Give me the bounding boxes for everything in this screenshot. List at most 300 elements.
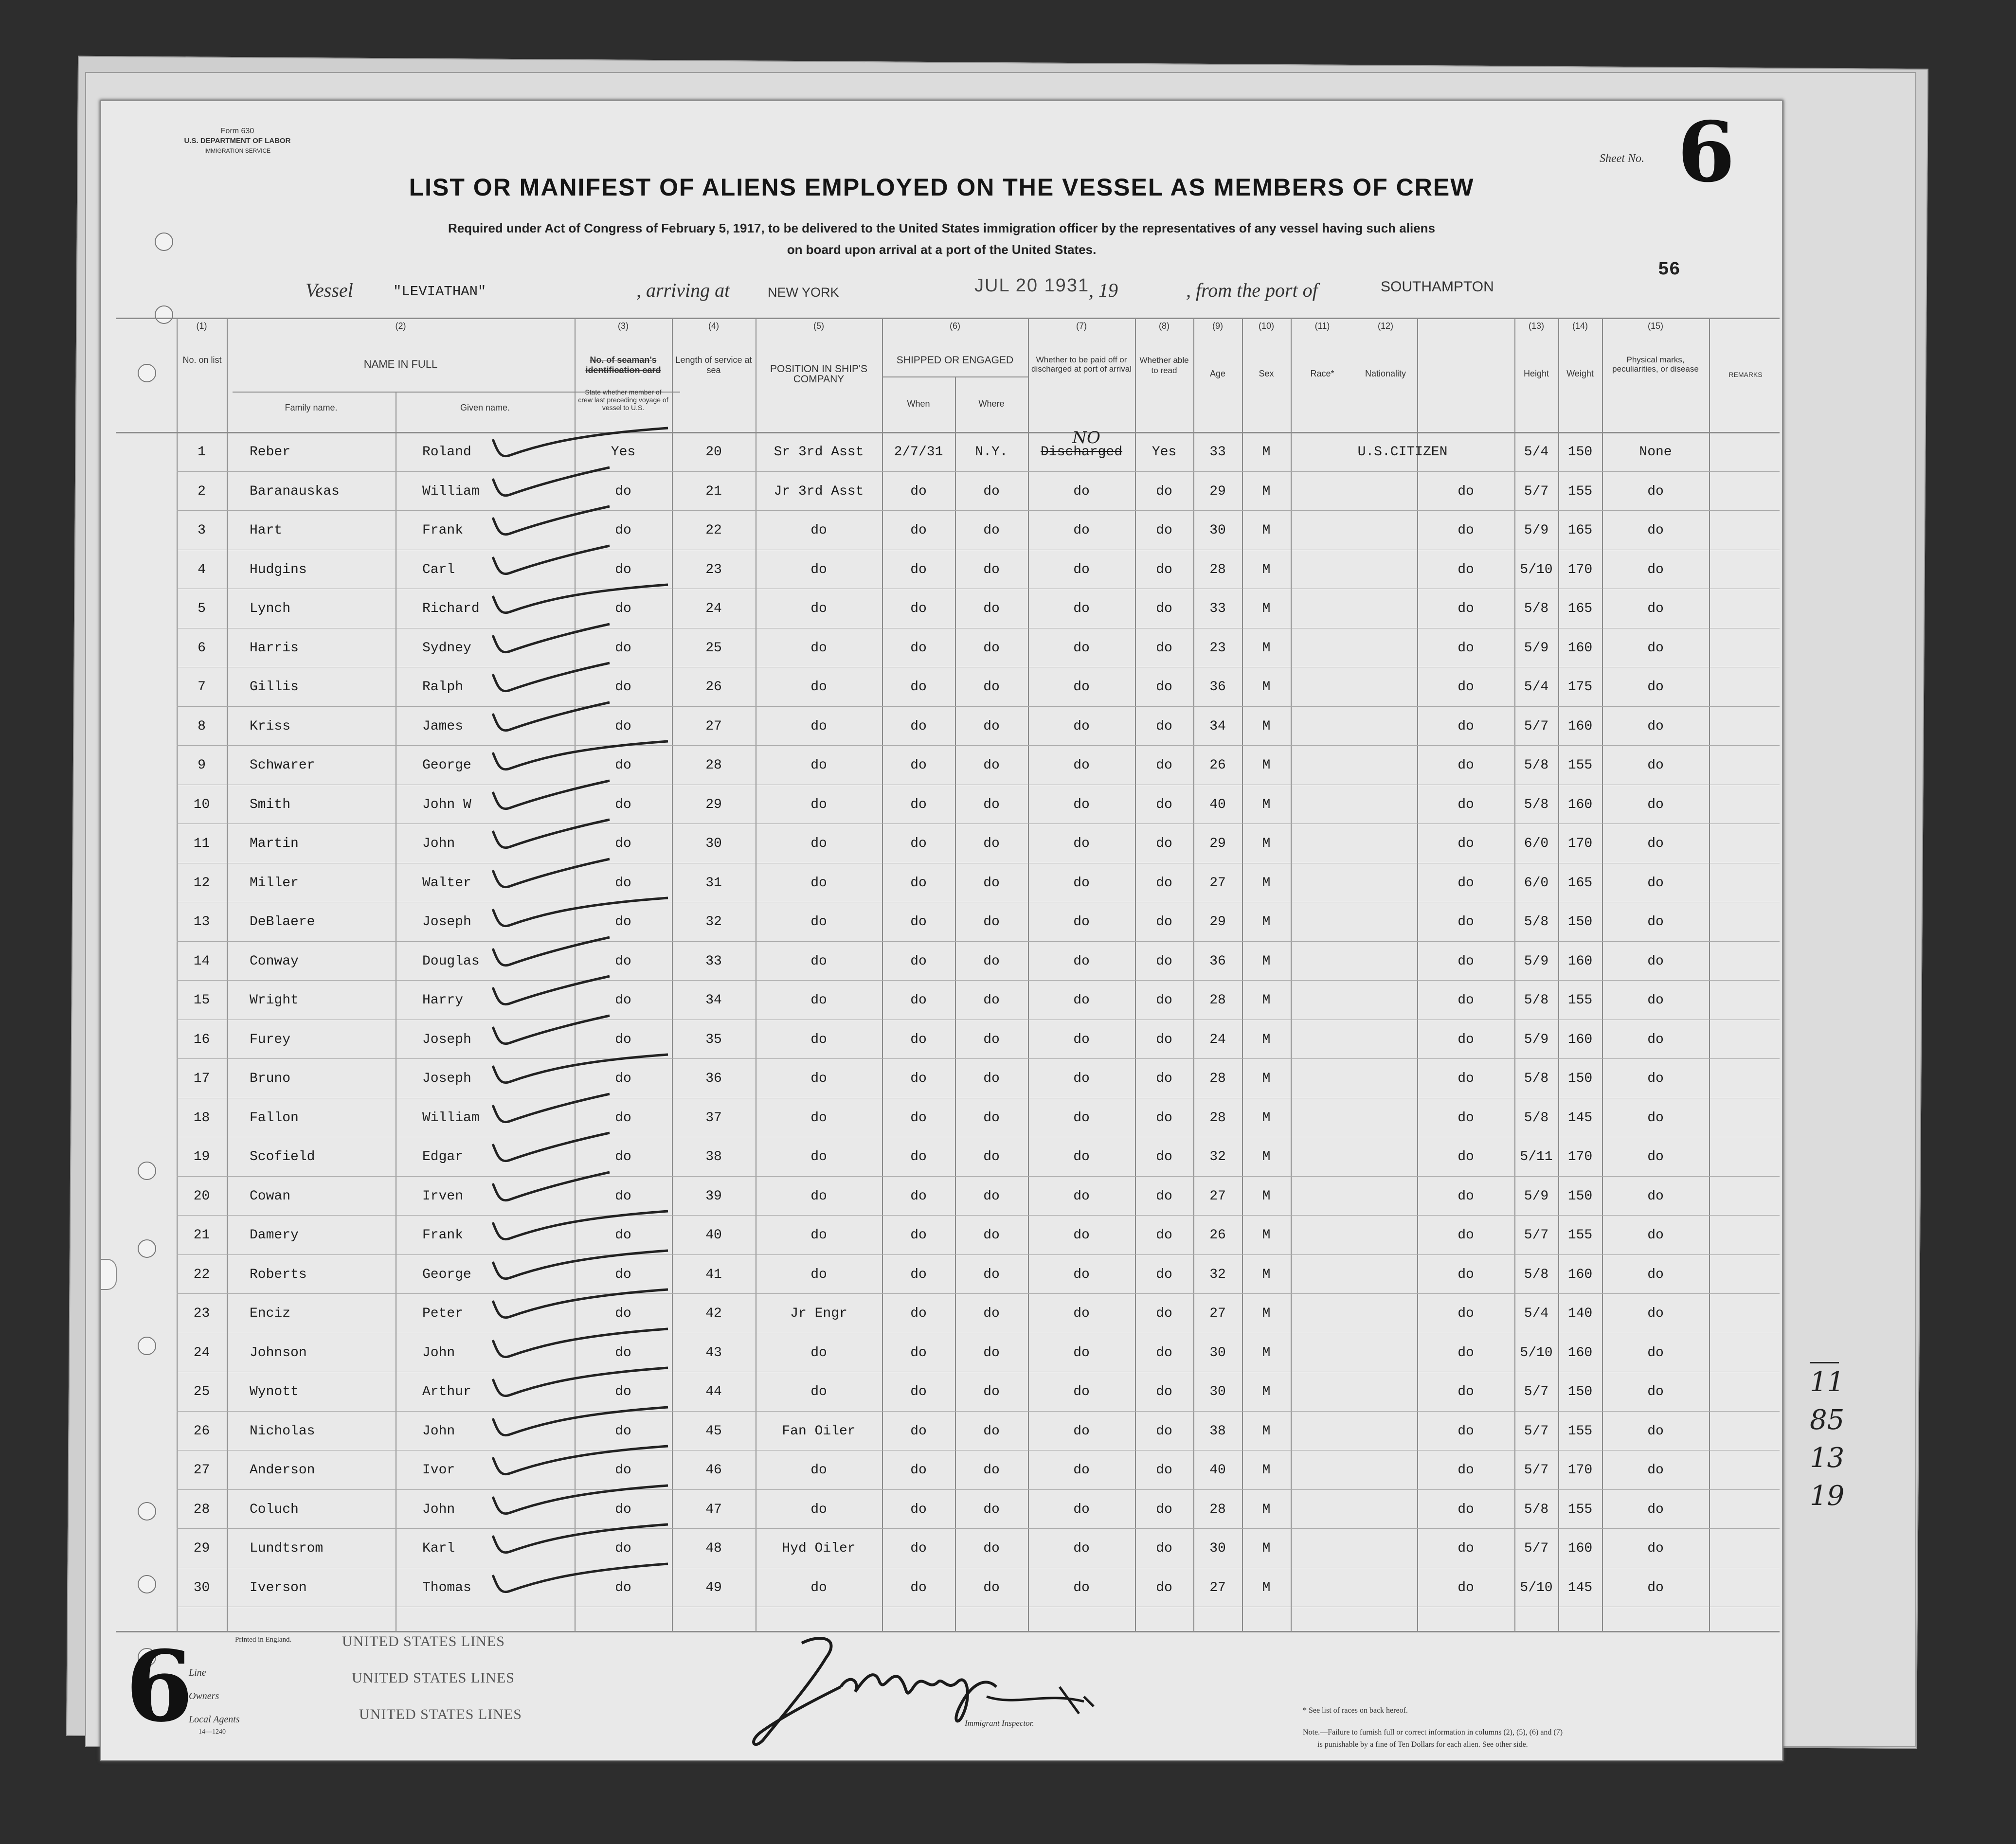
sex: M xyxy=(1262,640,1271,656)
weight: 165 xyxy=(1567,601,1593,616)
previous-voyage: do xyxy=(615,1423,631,1439)
shipped-when: do xyxy=(910,483,927,499)
family-name: Cowan xyxy=(250,1188,291,1204)
shipped-where: do xyxy=(983,993,1000,1008)
weight: 160 xyxy=(1567,1345,1593,1361)
col-header-length: Length of service at sea xyxy=(675,355,752,375)
length-of-service: 40 xyxy=(705,1228,722,1243)
form-header xyxy=(174,126,301,156)
arrival-date-stamp: JUL 20 1931 xyxy=(974,275,1090,296)
physical-marks: None xyxy=(1639,445,1672,460)
check-mark-icon xyxy=(483,618,687,662)
physical-marks: do xyxy=(1647,1149,1664,1164)
position: do xyxy=(810,1384,827,1399)
margin-mark: 13 xyxy=(1810,1442,1845,1474)
position: Jr Engr xyxy=(790,1306,847,1321)
paid-off: do xyxy=(1073,1345,1090,1361)
sex: M xyxy=(1262,1463,1271,1478)
given-name: Frank xyxy=(422,523,464,538)
height: 5/4 xyxy=(1524,1306,1549,1321)
sheet-no-label: Sheet No. xyxy=(1600,152,1644,165)
previous-voyage: do xyxy=(615,836,631,851)
previous-voyage: do xyxy=(615,1267,631,1282)
age: 28 xyxy=(1209,1502,1226,1517)
weight: 150 xyxy=(1567,1071,1593,1086)
length-of-service: 22 xyxy=(705,523,722,538)
paid-off: do xyxy=(1073,1228,1090,1243)
given-name: Arthur xyxy=(422,1384,471,1399)
paid-off: do xyxy=(1073,1423,1090,1439)
family-name: Anderson xyxy=(250,1463,315,1478)
family-name: Smith xyxy=(250,797,291,812)
previous-voyage: do xyxy=(615,1188,631,1204)
nationality: do xyxy=(1458,1228,1474,1243)
age: 33 xyxy=(1209,601,1226,616)
able-to-read: do xyxy=(1156,836,1172,851)
nationality: do xyxy=(1458,1071,1474,1086)
family-name: Johnson xyxy=(250,1345,307,1361)
row-number: 20 xyxy=(193,1188,210,1204)
age: 30 xyxy=(1209,523,1226,538)
age: 23 xyxy=(1209,640,1226,656)
col-header-height: Height xyxy=(1523,369,1549,378)
check-mark-icon xyxy=(483,1049,687,1092)
row-rule xyxy=(177,510,1780,511)
position: do xyxy=(810,1463,827,1478)
check-mark-icon xyxy=(483,1127,687,1171)
sex: M xyxy=(1262,680,1271,695)
inspector-label: Immigrant Inspector. xyxy=(965,1719,1034,1728)
age: 28 xyxy=(1209,1110,1226,1126)
col-header-weight: Weight xyxy=(1566,369,1594,378)
col-num: (2) xyxy=(395,321,406,331)
sex: M xyxy=(1262,601,1271,616)
check-mark-icon xyxy=(483,1166,687,1210)
weight: 170 xyxy=(1567,1463,1593,1478)
age: 28 xyxy=(1209,562,1226,577)
able-to-read: do xyxy=(1156,1228,1172,1243)
row-number: 9 xyxy=(198,758,206,773)
family-name: Furey xyxy=(250,1032,291,1047)
position: Hyd Oiler xyxy=(782,1541,856,1556)
height: 5/9 xyxy=(1524,1188,1549,1204)
family-name: Bruno xyxy=(250,1071,291,1086)
nationality: do xyxy=(1458,797,1474,812)
weight: 155 xyxy=(1567,1423,1593,1439)
shipped-where: do xyxy=(983,601,1000,616)
length-of-service: 29 xyxy=(705,797,722,812)
check-mark-icon xyxy=(483,540,687,584)
height: 5/7 xyxy=(1524,1463,1549,1478)
age: 30 xyxy=(1209,1384,1226,1399)
height: 5/7 xyxy=(1524,718,1549,734)
able-to-read: do xyxy=(1156,1345,1172,1361)
length-of-service: 37 xyxy=(705,1110,722,1126)
position: do xyxy=(810,1071,827,1086)
shipped-where: do xyxy=(983,1228,1000,1243)
weight: 155 xyxy=(1567,483,1593,499)
col-header-family: Family name. xyxy=(285,403,338,412)
paid-off: do xyxy=(1073,680,1090,695)
paid-off: do xyxy=(1073,875,1090,891)
paid-off: do xyxy=(1073,953,1090,969)
weight: 145 xyxy=(1567,1110,1593,1126)
previous-voyage: do xyxy=(615,640,631,656)
family-name: Lundtsrom xyxy=(250,1541,324,1556)
nationality: do xyxy=(1458,836,1474,851)
able-to-read: do xyxy=(1156,1306,1172,1321)
able-to-read: do xyxy=(1156,523,1172,538)
position: do xyxy=(810,758,827,773)
length-of-service: 21 xyxy=(705,483,722,499)
able-to-read: do xyxy=(1156,483,1172,499)
row-number: 30 xyxy=(193,1580,210,1595)
footer-sheet-number: 6 xyxy=(126,1629,194,1744)
position: do xyxy=(810,1502,827,1517)
punch-hole xyxy=(138,1502,156,1521)
shipped-where: do xyxy=(983,1502,1000,1517)
shipped-where: do xyxy=(983,1071,1000,1086)
family-name: Baranauskas xyxy=(250,483,340,499)
family-name: Nicholas xyxy=(250,1423,315,1439)
weight: 160 xyxy=(1567,1267,1593,1282)
shipped-when: do xyxy=(910,1384,927,1399)
length-of-service: 28 xyxy=(705,758,722,773)
nationality: do xyxy=(1458,1384,1474,1399)
given-name: William xyxy=(422,483,480,499)
page-subtitle: Required under Act of Congress of February 5, 1917, to be delivered to the United States immigration officer by the representatives of any vessel having such aliens xyxy=(448,221,1436,235)
paid-off: do xyxy=(1073,718,1090,734)
able-to-read: do xyxy=(1156,640,1172,656)
height: 5/10 xyxy=(1520,1345,1553,1361)
family-name: Scofield xyxy=(250,1149,315,1164)
row-rule xyxy=(177,471,1780,472)
sex: M xyxy=(1262,758,1271,773)
check-mark-icon xyxy=(483,1401,687,1445)
height: 5/8 xyxy=(1524,914,1549,930)
col-num: (7) xyxy=(1076,321,1087,331)
paid-off: do xyxy=(1073,914,1090,930)
given-name: Carl xyxy=(422,562,455,577)
previous-voyage: do xyxy=(615,797,631,812)
row-number: 17 xyxy=(193,1071,210,1086)
nationality: do xyxy=(1458,562,1474,577)
col-header-sex: Sex xyxy=(1259,369,1274,378)
shipped-where: do xyxy=(983,1541,1000,1556)
physical-marks: do xyxy=(1647,1345,1664,1361)
shipped-where: do xyxy=(983,718,1000,734)
physical-marks: do xyxy=(1647,718,1664,734)
paid-off: do xyxy=(1073,1267,1090,1282)
position: do xyxy=(810,640,827,656)
length-of-service: 43 xyxy=(705,1345,722,1361)
given-name: Joseph xyxy=(422,1032,471,1047)
length-of-service: 25 xyxy=(705,640,722,656)
physical-marks: do xyxy=(1647,875,1664,891)
col-num: (9) xyxy=(1212,321,1223,331)
sex: M xyxy=(1262,993,1271,1008)
row-number: 19 xyxy=(193,1149,210,1164)
col-num: (12) xyxy=(1377,321,1393,331)
punch-hole xyxy=(138,364,156,382)
shipped-where: do xyxy=(983,1149,1000,1164)
family-name: Fallon xyxy=(250,1110,299,1126)
height: 5/8 xyxy=(1524,1267,1549,1282)
height: 5/7 xyxy=(1524,1384,1549,1399)
shipped-when: do xyxy=(910,914,927,930)
previous-voyage: do xyxy=(615,1580,631,1595)
length-of-service: 24 xyxy=(705,601,722,616)
margin-marks xyxy=(1800,1362,1844,1515)
able-to-read: do xyxy=(1156,1032,1172,1047)
family-name: Roberts xyxy=(250,1267,307,1282)
fine-note: Note.—Failure to furnish full or correct information in columns (2), (5), (6) and (7) xyxy=(1303,1728,1563,1737)
previous-voyage: do xyxy=(615,1384,631,1399)
height: 5/8 xyxy=(1524,993,1549,1008)
row-number: 11 xyxy=(193,836,210,851)
check-mark-icon xyxy=(483,657,687,701)
vessel-name: "LEVIATHAN" xyxy=(393,284,486,300)
height: 6/0 xyxy=(1524,875,1549,891)
shipped-where: do xyxy=(983,953,1000,969)
sex: M xyxy=(1262,483,1271,499)
service-name: IMMIGRATION SERVICE xyxy=(204,147,271,154)
row-number: 18 xyxy=(193,1110,210,1126)
shipped-where: do xyxy=(983,836,1000,851)
check-mark-icon xyxy=(483,422,687,466)
sex: M xyxy=(1262,797,1271,812)
physical-marks: do xyxy=(1647,601,1664,616)
col-num: (1) xyxy=(196,321,207,331)
check-mark-icon xyxy=(483,931,687,975)
previous-voyage: do xyxy=(615,523,631,538)
weight: 145 xyxy=(1567,1580,1593,1595)
shipped-when: do xyxy=(910,1463,927,1478)
age: 27 xyxy=(1209,875,1226,891)
shipped-when: do xyxy=(910,1149,927,1164)
punch-hole xyxy=(138,1575,156,1593)
height: 5/7 xyxy=(1524,1423,1549,1439)
weight: 150 xyxy=(1567,914,1593,930)
length-of-service: 42 xyxy=(705,1306,722,1321)
check-mark-icon xyxy=(483,579,687,623)
weight: 140 xyxy=(1567,1306,1593,1321)
punch-hole xyxy=(138,1239,156,1258)
page-title: LIST OR MANIFEST OF ALIENS EMPLOYED ON THE VESSEL AS MEMBERS OF CREW xyxy=(409,174,1475,201)
row-number: 7 xyxy=(198,680,206,695)
check-mark-icon xyxy=(483,892,687,936)
col-num: (15) xyxy=(1647,321,1663,331)
previous-voyage: do xyxy=(615,993,631,1008)
shipped-where: do xyxy=(983,640,1000,656)
age: 32 xyxy=(1209,1267,1226,1282)
department-name: U.S. DEPARTMENT OF LABOR xyxy=(184,137,291,145)
check-mark-icon xyxy=(483,970,687,1014)
form-number: Form 630 xyxy=(220,127,254,135)
row-rule xyxy=(177,1254,1780,1255)
sex: M xyxy=(1262,1384,1271,1399)
col-header-given: Given name. xyxy=(460,403,510,412)
weight: 160 xyxy=(1567,797,1593,812)
family-name: Wynott xyxy=(250,1384,299,1399)
check-mark-icon xyxy=(483,735,687,779)
paid-off: do xyxy=(1073,797,1090,812)
physical-marks: do xyxy=(1647,523,1664,538)
age: 28 xyxy=(1209,1071,1226,1086)
nationality: do xyxy=(1458,1110,1474,1126)
height: 5/9 xyxy=(1524,523,1549,538)
family-name: Lynch xyxy=(250,601,291,616)
nationality: do xyxy=(1458,1502,1474,1517)
shipped-where: do xyxy=(983,1267,1000,1282)
weight: 170 xyxy=(1567,1149,1593,1164)
paid-off-handwritten-note: NO xyxy=(1072,428,1100,448)
given-name: Peter xyxy=(422,1306,464,1321)
check-mark-icon xyxy=(483,1010,687,1054)
nationality: do xyxy=(1458,483,1474,499)
physical-marks: do xyxy=(1647,1071,1664,1086)
line-label: Line xyxy=(189,1667,206,1678)
sex: M xyxy=(1262,1306,1271,1321)
row-number: 15 xyxy=(193,993,210,1008)
physical-marks: do xyxy=(1647,1110,1664,1126)
nationality: do xyxy=(1458,680,1474,695)
age: 36 xyxy=(1209,953,1226,969)
height: 5/10 xyxy=(1520,562,1553,577)
given-name: Karl xyxy=(422,1541,455,1556)
given-name: Edgar xyxy=(422,1149,464,1164)
shipped-when: do xyxy=(910,1071,927,1086)
length-of-service: 35 xyxy=(705,1032,722,1047)
age: 28 xyxy=(1209,993,1226,1008)
previous-voyage: do xyxy=(615,562,631,577)
col-header-where: Where xyxy=(978,399,1005,409)
height: 5/9 xyxy=(1524,1032,1549,1047)
weight: 150 xyxy=(1567,445,1593,460)
row-number: 8 xyxy=(198,718,206,734)
position: do xyxy=(810,1228,827,1243)
age: 27 xyxy=(1209,1580,1226,1595)
length-of-service: 33 xyxy=(705,953,722,969)
shipped-where: do xyxy=(983,523,1000,538)
shipped-when: do xyxy=(910,993,927,1008)
family-name: Iverson xyxy=(250,1580,307,1595)
nationality: do xyxy=(1458,1149,1474,1164)
row-number: 10 xyxy=(193,797,210,812)
check-mark-icon xyxy=(483,697,687,740)
length-of-service: 20 xyxy=(705,445,722,460)
sex: M xyxy=(1262,1110,1271,1126)
row-number: 25 xyxy=(193,1384,210,1399)
manifest-sheet xyxy=(100,100,1783,1761)
shipped-where: do xyxy=(983,758,1000,773)
weight: 160 xyxy=(1567,1032,1593,1047)
arriving-port: NEW YORK xyxy=(768,285,839,300)
sex: M xyxy=(1262,836,1271,851)
from-port: SOUTHAMPTON xyxy=(1381,279,1494,295)
position: do xyxy=(810,1032,827,1047)
page-subtitle-2: on board upon arrival at a port of the United States. xyxy=(787,242,1097,257)
physical-marks: do xyxy=(1647,914,1664,930)
row-rule xyxy=(177,1489,1780,1490)
given-name: George xyxy=(422,1267,471,1282)
shipped-when: do xyxy=(910,1032,927,1047)
shipped-when: do xyxy=(910,562,927,577)
able-to-read: do xyxy=(1156,1110,1172,1126)
col-header-position: POSITION IN SHIP'S COMPANY xyxy=(770,363,868,385)
age: 33 xyxy=(1209,445,1226,460)
given-name: George xyxy=(422,758,471,773)
sex: M xyxy=(1262,562,1271,577)
position: do xyxy=(810,718,827,734)
nationality: do xyxy=(1458,640,1474,656)
shipped-where: do xyxy=(983,1423,1000,1439)
nationality: do xyxy=(1458,1267,1474,1282)
inspector-signature xyxy=(743,1629,1123,1755)
height: 5/7 xyxy=(1524,1541,1549,1556)
physical-marks: do xyxy=(1647,680,1664,695)
shipped-where: do xyxy=(983,1188,1000,1204)
weight: 170 xyxy=(1567,562,1593,577)
row-number: 16 xyxy=(193,1032,210,1047)
length-of-service: 27 xyxy=(705,718,722,734)
family-name: Hart xyxy=(250,523,283,538)
age: 36 xyxy=(1209,680,1226,695)
owners-label: Owners xyxy=(189,1691,219,1701)
shipped-when: do xyxy=(910,836,927,851)
length-of-service: 38 xyxy=(705,1149,722,1164)
paid-off: do xyxy=(1073,993,1090,1008)
check-mark-icon xyxy=(483,1245,687,1289)
previous-voyage: do xyxy=(615,1502,631,1517)
row-number: 21 xyxy=(193,1228,210,1243)
position: do xyxy=(810,601,827,616)
row-rule xyxy=(177,706,1780,707)
shipped-when: do xyxy=(910,1188,927,1204)
previous-voyage: do xyxy=(615,1032,631,1047)
paid-off: do xyxy=(1073,1502,1090,1517)
length-of-service: 30 xyxy=(705,836,722,851)
check-mark-icon xyxy=(483,1558,687,1602)
row-number: 22 xyxy=(193,1267,210,1282)
shipped-when: do xyxy=(910,1423,927,1439)
sex: M xyxy=(1262,1345,1271,1361)
previous-voyage: do xyxy=(615,758,631,773)
races-note: * See list of races on back hereof. xyxy=(1303,1706,1408,1715)
length-of-service: 47 xyxy=(705,1502,722,1517)
paid-off: do xyxy=(1073,562,1090,577)
paid-off: do xyxy=(1073,1188,1090,1204)
physical-marks: do xyxy=(1647,1267,1664,1282)
paid-off: do xyxy=(1073,1306,1090,1321)
length-of-service: 46 xyxy=(705,1463,722,1478)
weight: 160 xyxy=(1567,640,1593,656)
previous-voyage: do xyxy=(615,1541,631,1556)
height: 5/11 xyxy=(1520,1149,1553,1164)
able-to-read: do xyxy=(1156,562,1172,577)
age: 29 xyxy=(1209,836,1226,851)
check-mark-icon xyxy=(483,462,687,505)
nationality: do xyxy=(1458,1345,1474,1361)
nationality: do xyxy=(1458,1188,1474,1204)
row-rule xyxy=(177,1058,1780,1059)
physical-marks: do xyxy=(1647,1423,1664,1439)
given-name: John xyxy=(422,836,455,851)
sex: M xyxy=(1262,1267,1271,1282)
position: Jr 3rd Asst xyxy=(774,483,864,499)
paid-off: do xyxy=(1073,523,1090,538)
previous-voyage: Yes xyxy=(611,445,636,460)
